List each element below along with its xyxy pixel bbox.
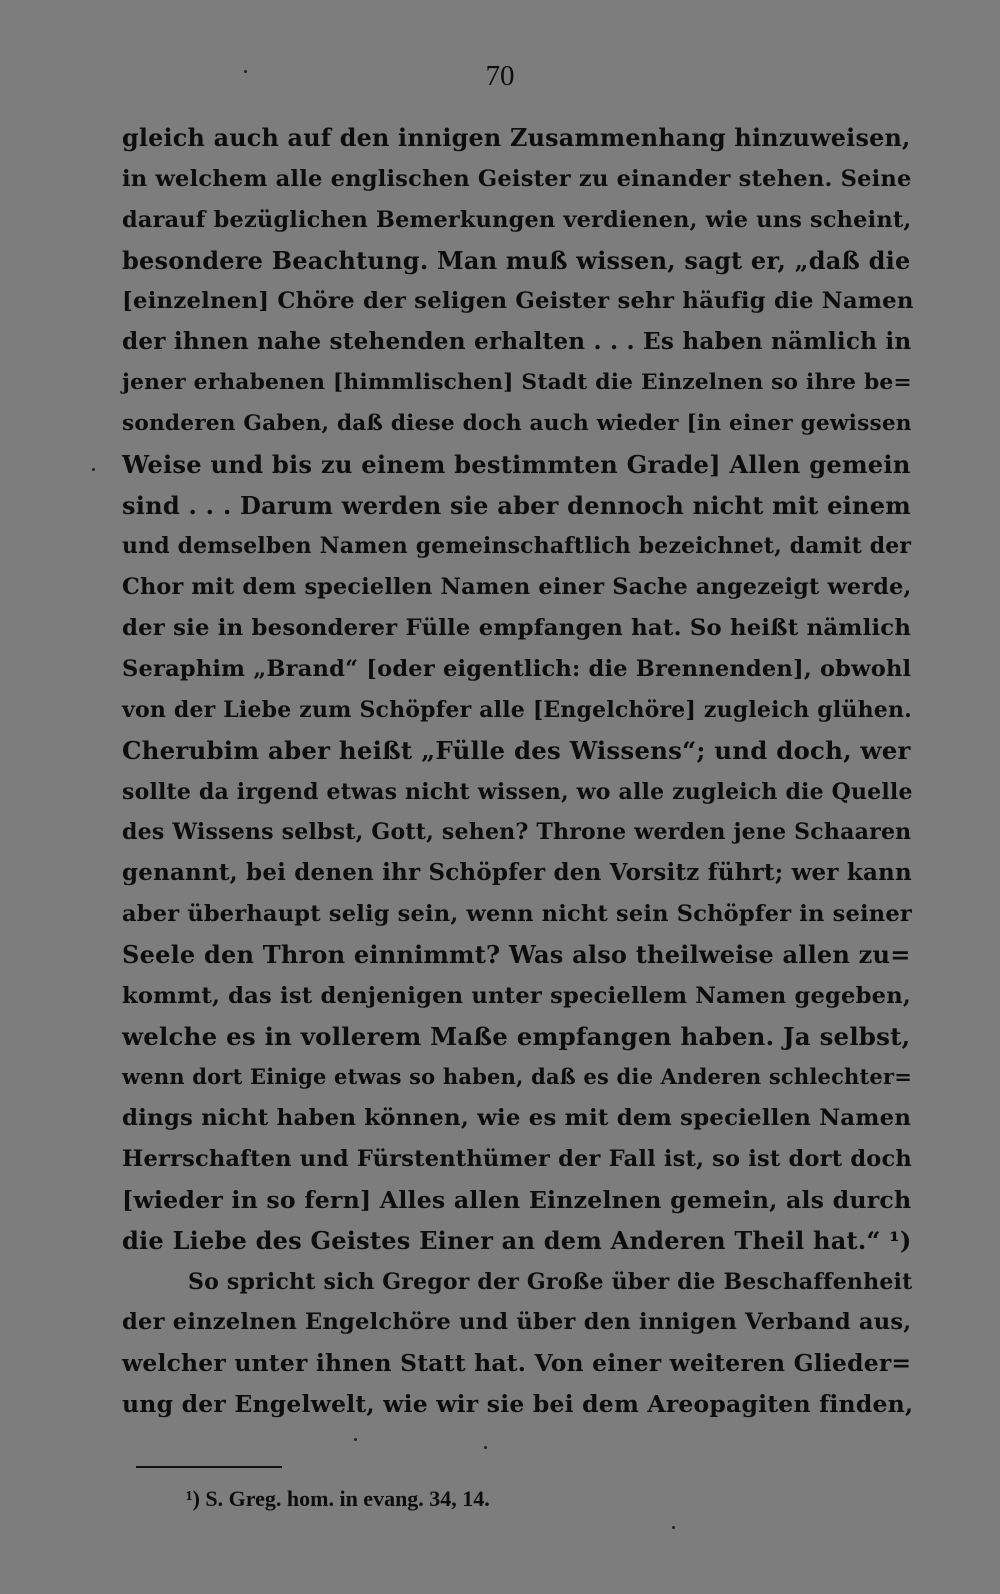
text-line: wenn dort Einige etwas so haben, daß es die Anderen schlechter= bbox=[122, 1064, 913, 1090]
text-line: Weise und bis zu einem bestimmten Grade] Allen gemein bbox=[122, 449, 911, 479]
text-line: sollte da irgend etwas nicht wissen, wo alle zugleich die Quelle bbox=[122, 778, 913, 805]
text-line: und demselben Namen gemeinschaftlich bezeichnet, damit der bbox=[122, 533, 912, 560]
text-line: genannt, bei denen ihr Schöpfer den Vorsitz führt; wer kann bbox=[122, 859, 912, 887]
print-speck bbox=[92, 468, 95, 471]
text-line: der ihnen nahe stehenden erhalten . . . Es haben nämlich in bbox=[122, 328, 912, 356]
text-line: sonderen Gaben, daß diese doch auch wieder [in einer gewissen bbox=[122, 410, 912, 436]
text-line: dings nicht haben können, wie es mit dem speciellen Namen bbox=[122, 1105, 912, 1132]
text-line: So spricht sich Gregor der Große über die Beschaffenheit bbox=[188, 1268, 913, 1295]
page-number: 70 bbox=[485, 60, 515, 92]
print-speck bbox=[244, 70, 247, 73]
text-line: Herrschaften und Fürstenthümer der Fall ist, so ist dort doch bbox=[122, 1146, 912, 1173]
text-line: von der Liebe zum Schöpfer alle [Engelchöre] zugleich glühen. bbox=[122, 696, 912, 723]
text-line: ung der Engelwelt, wie wir sie bei dem Areopagiten finden, bbox=[122, 1390, 914, 1419]
text-line: Cherubim aber heißt „Fülle des Wissens“; und doch, wer bbox=[122, 735, 911, 765]
text-line: darauf bezüglichen Bemerkungen verdienen, wie uns scheint, bbox=[122, 206, 912, 233]
text-line: welche es in vollerem Maße empfangen haben. Ja selbst, bbox=[122, 1021, 911, 1051]
text-line: jener erhabenen [himmlischen] Stadt die Einzelnen so ihre be= bbox=[122, 370, 912, 396]
text-line: gleich auch auf den innigen Zusammenhang hinzuweisen, bbox=[122, 124, 911, 152]
text-line: kommt, das ist denjenigen unter speciellem Namen gegeben, bbox=[122, 982, 911, 1009]
text-line: [wieder in so fern] Alles allen Einzelnen gemein, als durch bbox=[122, 1185, 912, 1214]
text-line: Seele den Thron einnimmt? Was also theilweise allen zu= bbox=[122, 939, 911, 969]
text-line: welcher unter ihnen Statt hat. Von einer weiteren Glieder= bbox=[122, 1349, 912, 1378]
text-line: der sie in besonderer Fülle empfangen hat. So heißt nämlich bbox=[122, 615, 912, 642]
print-speck bbox=[672, 1526, 675, 1529]
text-line: aber überhaupt selig sein, wenn nicht sein Schöpfer in seiner bbox=[122, 901, 912, 928]
body-text bbox=[122, 118, 914, 1425]
text-line: sind . . . Darum werden sie aber dennoch nicht mit einem bbox=[122, 490, 911, 520]
footnote: ¹) S. Greg. hom. in evang. 34, 14. bbox=[186, 1486, 490, 1511]
text-line: die Liebe des Geistes Einer an dem Anderen Theil hat.“ ¹) bbox=[122, 1225, 912, 1255]
print-speck bbox=[484, 1446, 487, 1449]
text-line: in welchem alle englischen Geister zu einander stehen. Seine bbox=[122, 165, 912, 192]
print-speck bbox=[354, 1438, 357, 1441]
text-line: Chor mit dem speciellen Namen einer Sache angezeigt werde, bbox=[122, 574, 912, 601]
text-line: des Wissens selbst, Gott, sehen? Throne werden jene Schaaren bbox=[122, 819, 912, 846]
text-line: Seraphim „Brand“ [oder eigentlich: die Brennenden], obwohl bbox=[122, 655, 912, 682]
text-line: besondere Beachtung. Man muß wissen, sagt er, „daß die bbox=[122, 245, 911, 275]
text-line: der einzelnen Engelchöre und über den innigen Verband aus, bbox=[122, 1309, 912, 1336]
text-line: [einzelnen] Chöre der seligen Geister sehr häufig die Namen bbox=[122, 288, 914, 315]
footnote-rule bbox=[136, 1466, 282, 1468]
